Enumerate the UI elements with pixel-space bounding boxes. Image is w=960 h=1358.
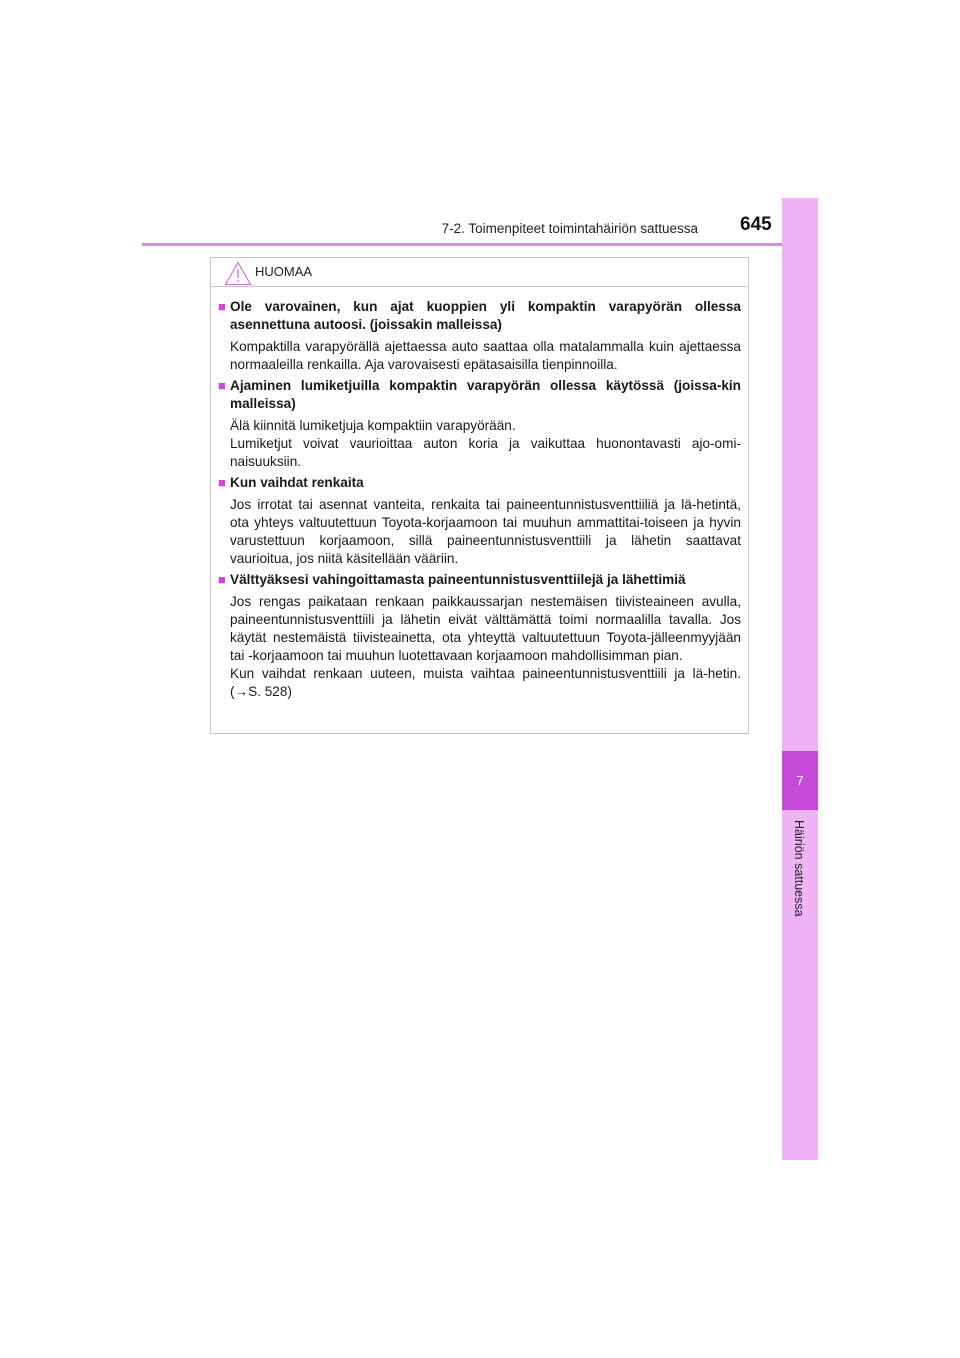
- square-bullet-icon: ■: [218, 378, 226, 393]
- notice-item: [218, 474, 741, 568]
- chapter-title-text: Häiriön sattuessa: [792, 820, 806, 917]
- notice-item-title: Kun vaihdat renkaita: [230, 475, 364, 490]
- notice-item-paragraph: Jos rengas paikataan renkaan paikkaussarjan nestemäisen tiivisteaineen avulla, paineentunnistusventtiili ja lähetin eivät välttämättä toimi normaalilla tavalla. Jos käytät nestemäistä tiivisteainetta, ota yhteyttä valtuutettuun Toyota-jälleenmyyjään tai -korjaamoon tai muuhun luotettavaan korjaamoon mahdollisimman pian.: [230, 594, 741, 663]
- notice-item-title: Ajaminen lumiketjuilla kompaktin varapyörän ollessa käytössä (joissa-kin malleissa): [230, 378, 741, 411]
- header-divider: [142, 243, 818, 246]
- notice-item-paragraph: Jos irrotat tai asennat vanteita, renkaita tai paineentunnistusventtiiliä ja lä-hetintä, ota yhteys valtuutettuun Toyota-korjaamoon tai muuhun ammattitai-toiseen ja hyvin varustettuun korjaamoon, sillä paineentunnistusventtiili ja lähetin saattavat vaurioitua, jos niitä käsitellään vääriin.: [230, 497, 741, 566]
- notice-header: [211, 258, 748, 287]
- page-number: 645: [740, 214, 772, 235]
- notice-item: [218, 298, 741, 374]
- chapter-title-vertical: [782, 820, 818, 940]
- notice-item: [218, 571, 741, 701]
- notice-item-title: Ole varovainen, kun ajat kuoppien yli kompaktin varapyörän ollessa asennettuna autoosi. (joissakin malleissa): [230, 299, 741, 332]
- notice-item-paragraph: Kompaktilla varapyörällä ajettaessa auto saattaa olla matalammalla kuin ajettaessa normaaleilla renkailla. Aja varovaisesti epätasaisilla tienpinnoilla.: [230, 339, 741, 372]
- square-bullet-icon: ■: [218, 299, 226, 314]
- warning-triangle-icon: [224, 261, 252, 286]
- notice-item: [218, 377, 741, 471]
- square-bullet-icon: ■: [218, 475, 226, 490]
- chapter-side-tab: [782, 198, 818, 1160]
- chapter-number-tab: 7: [782, 751, 818, 810]
- running-header-section: 7-2. Toimenpiteet toimintahäiriön sattuessa: [441, 221, 698, 236]
- notice-item-paragraph: Lumiketjut voivat vaurioittaa auton koria ja vaikuttaa huonontavasti ajo-omi-naisuuksiin.: [230, 436, 741, 469]
- notice-item-paragraph: Älä kiinnitä lumiketjuja kompaktiin varapyörään.: [230, 418, 516, 433]
- notice-title: HUOMAA: [255, 264, 313, 279]
- notice-box: [210, 257, 749, 734]
- notice-item-title: Välttyäksesi vahingoittamasta paineentunnistusventtiilejä ja lähettimiä: [230, 572, 686, 587]
- square-bullet-icon: ■: [218, 572, 226, 587]
- notice-body: [211, 287, 748, 701]
- notice-item-paragraph: Kun vaihdat renkaan uuteen, muista vaihtaa paineentunnistusventtiili ja lä-hetin. (→S. 528): [230, 666, 741, 699]
